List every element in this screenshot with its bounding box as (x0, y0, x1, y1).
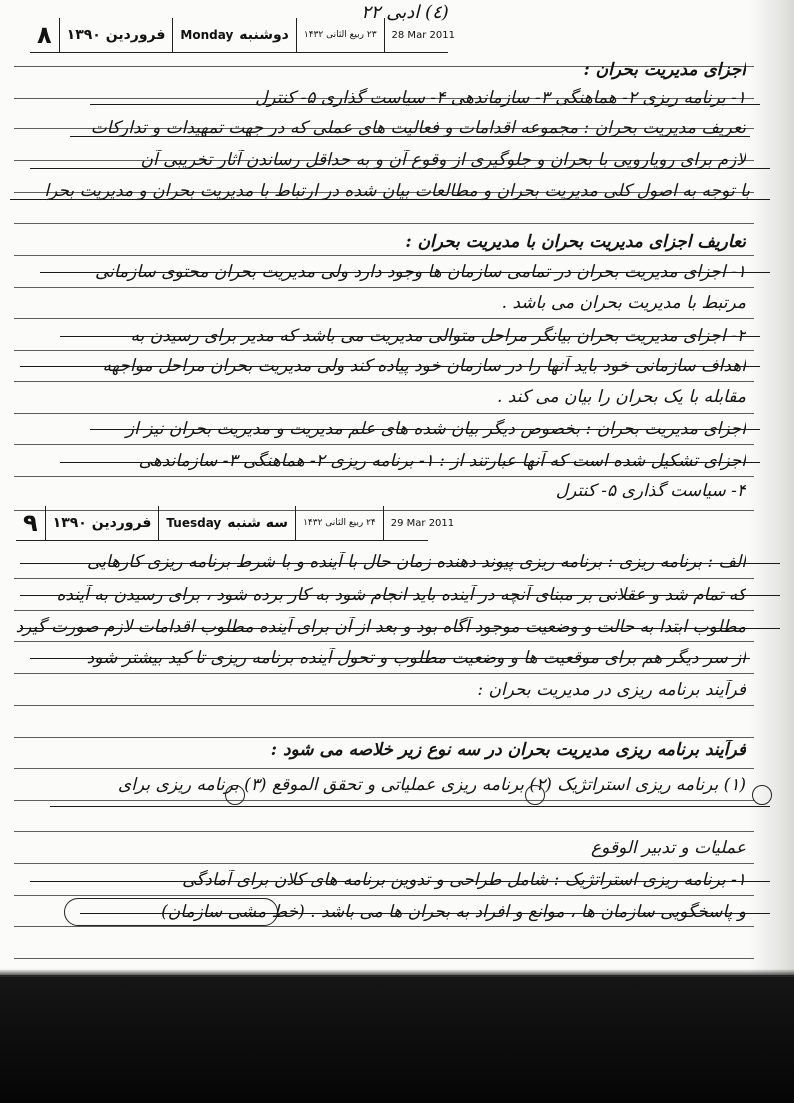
circled-number-1 (752, 785, 772, 805)
heading-planning-types: فرآیند برنامه ریزی مدیریت بحران در سه نوع زیر خلاصه می شود : (270, 740, 746, 760)
gregorian-date: 29 Mar 2011 (390, 517, 455, 529)
handwritten-line: ۲- اجزای مدیریت بحران بیانگر مراحل متوالی مدیریت می باشد که مدیر برای رسیدن به (130, 326, 746, 346)
handwritten-line: ۱- اجزای مدیریت بحران در تمامی سازمان ها وجود دارد ولی مدیریت بحران محتوی سازمانی (94, 262, 746, 282)
heading-components-comparison: تعاریف اجزای مدیریت بحران با مدیریت بحران : (405, 232, 746, 252)
top-handwritten-note: (٤) ادبی ۲۲ (361, 2, 449, 23)
handwritten-line: الف : برنامه ریزی : برنامه ریزی پیوند دهنده زمان حال با آینده و با شرط برنامه ریزی کارهایی (87, 552, 746, 572)
day-number: ۸ (30, 18, 60, 52)
handwritten-line: ۴- سیاست گذاری ۵- کنترل (555, 481, 746, 501)
date-header-tuesday (16, 506, 455, 541)
hijri-date: ۲۳ ربیع الثانی ۱۴۳۲ (297, 18, 385, 52)
english-weekday: Tuesday (166, 516, 222, 530)
handwritten-line: ۱- برنامه ریزی استراتژیک : شامل طراحی و تدوین برنامه های کلان برای آمادگی (182, 870, 746, 890)
handwritten-line: از سر دیگر هم برای موقعیت ها و وضعیت مطلوب و تحول آینده برنامه ریزی تا کید بیشتر شود (86, 648, 746, 668)
handwritten-line: (۱) برنامه ریزی استراتژیک (۲) برنامه ریزی عملیاتی و تحقق الموقع (۳) برنامه ریزی برای (117, 775, 746, 795)
page-right-edge (748, 0, 794, 1103)
handwritten-line: مرتبط با مدیریت بحران می باشد . (501, 293, 746, 313)
handwritten-line: اجزای تشکیل شده است که آنها عبارتند از : ۱- برنامه ریزی ۲- هماهنگی ۳- سازماندهی (138, 451, 746, 471)
english-weekday: Monday (180, 28, 234, 42)
gregorian-date: 28 Mar 2011 (391, 29, 455, 41)
scan-dark-edge (0, 975, 794, 1103)
date-header-monday (30, 18, 455, 53)
handwritten-line: که تمام شد و عقلانی بر مبنای آنچه در آینده باید انجام شود به کار برده شود ، برای رسیدن به آینده (56, 585, 746, 605)
handwritten-line: اجزای مدیریت بحران : بخصوص دیگر بیان شده های علم مدیریت و مدیریت بحران نیز از (125, 419, 746, 439)
persian-weekday: سه شنبه (227, 515, 289, 531)
persian-weekday: دوشنبه (239, 27, 289, 43)
persian-month: فروردین ۱۳۹۰ (60, 18, 174, 52)
heading-crisis-components: اجزای مدیریت بحران : (583, 60, 746, 80)
parenthesis-annotation (64, 898, 278, 926)
hijri-date: ۲۴ ربیع الثانی ۱۴۳۲ (296, 506, 384, 540)
handwritten-line: لازم برای رویارویی با بحران و جلوگیری از وقوع آن و به حداقل رساندن آثار تخریبی آن (140, 150, 746, 170)
day-number: ۹ (16, 506, 46, 540)
handwritten-line: ۱- برنامه ریزی ۲- هماهنگی ۳- سازماندهی ۴- سیاست گذاری ۵- کنترل (255, 88, 746, 108)
weekday (173, 18, 296, 52)
handwritten-line: اهداف سازمانی خود باید آنها را در سازمان خود پیاده کند ولی مدیریت بحران مراحل مواجهه (102, 356, 746, 376)
persian-month: فروردین ۱۳۹۰ (46, 506, 160, 540)
handwritten-line: مطلوب ابتدا به حالت و وضعیت موجود آگاه بود و بعد از آن برای آینده مطلوب اقدامات لازم صورت گیرد (15, 617, 746, 637)
handwritten-line: عملیات و تدبیر الوقوع (591, 838, 746, 858)
handwritten-line: فرآیند برنامه ریزی در مدیریت بحران : (477, 680, 746, 700)
handwritten-line: مقابله با یک بحران را بیان می کند . (496, 387, 746, 407)
circled-number-3 (225, 785, 245, 805)
handwritten-line: با توجه به اصول کلی مدیریت بحران و مطالعات بیان شده در ارتباط با مدیریت بحران و مدیریت بحرا (44, 181, 750, 201)
weekday (159, 506, 296, 540)
handwritten-line: و پاسخگویی سازمان ها ، موانع و افراد به بحران ها می باشد . (خط مشی سازمان) (161, 902, 746, 922)
handwritten-line: تعریف مدیریت بحران : مجموعه اقدامات و فعالیت های عملی که در جهت تمهیدات و تدارکات (90, 118, 746, 138)
circled-number-2 (525, 785, 545, 805)
